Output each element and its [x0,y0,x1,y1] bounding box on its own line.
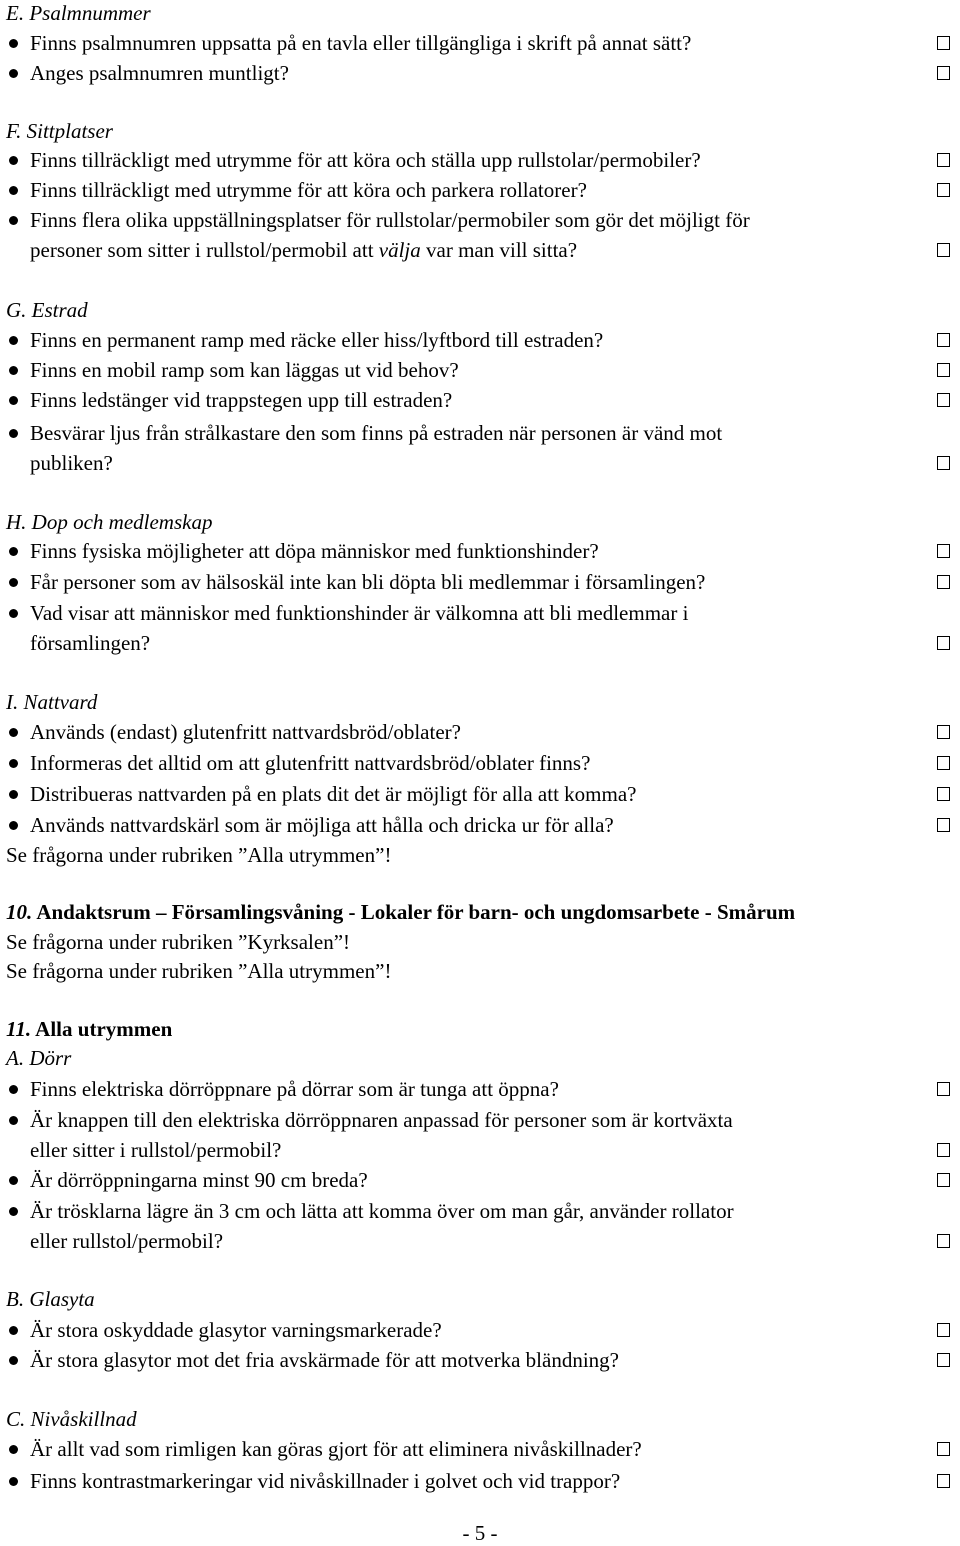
question-f3-line1: Finns flera olika uppställningsplatser för rullstolar/permobiler som gör det möjligt för [30,208,750,232]
checkbox-f1[interactable] [937,153,950,167]
question-f3-text-end: var man vill sitta? [420,238,578,262]
section-i-note: Se frågorna under rubriken ”Alla utrymmen”! [6,843,392,867]
checkbox-11c2[interactable] [937,1474,950,1488]
question-i3: Distribueras nattvarden på en plats dit det är möjligt för alla att komma? [30,782,637,806]
question-f3-emphasis: välja [378,238,421,262]
section-h-title: H. Dop och medlemskap [6,510,213,534]
bullet-icon [9,1116,18,1125]
section-10-title: Andaktsrum – Församlingsvåning - Lokaler för barn- och ungdomsarbete - Smårum [32,900,796,924]
section-10-note2: Se frågorna under rubriken ”Alla utrymmen”! [6,959,392,983]
bullet-icon [9,790,18,799]
section-g-title: G. Estrad [6,298,88,322]
section-11-number: 11. [6,1017,32,1041]
bullet-icon [9,69,18,78]
checkbox-11a2[interactable] [937,1143,950,1157]
question-11a3: Är dörröppningarna minst 90 cm breda? [30,1168,368,1192]
bullet-icon [9,366,18,375]
bullet-icon [9,1207,18,1216]
question-11a1: Finns elektriska dörröppnare på dörrar som är tunga att öppna? [30,1077,559,1101]
bullet-icon [9,396,18,405]
checkbox-i4[interactable] [937,818,950,832]
section-11-title: Alla utrymmen [31,1017,173,1041]
section-10-number: 10. [6,900,33,924]
section-f-title: F. Sittplatser [6,119,113,143]
checkbox-h1[interactable] [937,544,950,558]
bullet-icon [9,1445,18,1454]
question-i2: Informeras det alltid om att glutenfritt nattvardsbröd/oblater finns? [30,751,591,775]
bullet-icon [9,728,18,737]
question-f3-text: personer som sitter i rullstol/permobil att [30,238,379,262]
section-11c-title: C. Nivåskillnad [6,1407,137,1431]
section-i-title: I. Nattvard [6,690,98,714]
question-h1: Finns fysiska möjligheter att döpa människor med funktionshinder? [30,539,599,563]
bullet-icon [9,1356,18,1365]
question-11a4-line2: eller rullstol/permobil? [30,1229,224,1253]
question-11b2: Är stora glasytor mot det fria avskärmade för att motverka bländning? [30,1348,619,1372]
checkbox-11b1[interactable] [937,1323,950,1337]
bullet-icon [9,578,18,587]
bullet-icon [9,156,18,165]
question-i1: Används (endast) glutenfritt nattvardsbröd/oblater? [30,720,461,744]
checkbox-11a1[interactable] [937,1082,950,1096]
question-11c1: Är allt vad som rimligen kan göras gjort för att eliminera nivåskillnader? [30,1437,642,1461]
checkbox-i2[interactable] [937,756,950,770]
checkbox-g3[interactable] [937,393,950,407]
question-g4-line1: Besvärar ljus från strålkastare den som finns på estraden när personen är vänd mot [30,421,723,445]
question-e2: Anges psalmnumren muntligt? [30,61,289,85]
checkbox-g4[interactable] [937,456,950,470]
page-number: - 5 - [462,1521,498,1545]
bullet-icon [9,759,18,768]
question-e1: Finns psalmnumren uppsatta på en tavla eller tillgängliga i skrift på annat sätt? [30,31,692,55]
question-11c2: Finns kontrastmarkeringar vid nivåskillnader i golvet och vid trappor? [30,1469,621,1493]
section-11a-title: A. Dörr [6,1046,72,1070]
checkbox-f2[interactable] [937,183,950,197]
section-10-note1: Se frågorna under rubriken ”Kyrksalen”! [6,930,351,954]
checkbox-i1[interactable] [937,725,950,739]
checkbox-g1[interactable] [937,333,950,347]
question-11b1: Är stora oskyddade glasytor varningsmarkerade? [30,1318,442,1342]
question-f3-line2 [30,237,577,263]
question-g1: Finns en permanent ramp med räcke eller hiss/lyftbord till estraden? [30,328,604,352]
bullet-icon [9,547,18,556]
question-f2: Finns tillräckligt med utrymme för att köra och parkera rollatorer? [30,178,587,202]
bullet-icon [9,1477,18,1486]
bullet-icon [9,1085,18,1094]
checkbox-h2[interactable] [937,575,950,589]
bullet-icon [9,1176,18,1185]
question-11a2-line1: Är knappen till den elektriska dörröppnaren anpassad för personer som är kortväxta [30,1108,733,1132]
checkbox-g2[interactable] [937,363,950,377]
section-10-heading [6,899,795,925]
checkbox-f3[interactable] [937,243,950,257]
question-11a2-line2: eller sitter i rullstol/permobil? [30,1138,282,1162]
bullet-icon [9,216,18,225]
bullet-icon [9,429,18,438]
question-g4-line2: publiken? [30,451,113,475]
checkbox-11c1[interactable] [937,1442,950,1456]
checkbox-e1[interactable] [937,36,950,50]
question-f1: Finns tillräckligt med utrymme för att köra och ställa upp rullstolar/permobiler? [30,148,701,172]
question-g2: Finns en mobil ramp som kan läggas ut vid behov? [30,358,459,382]
checkbox-e2[interactable] [937,66,950,80]
bullet-icon [9,186,18,195]
section-e-title: E. Psalmnummer [6,1,151,25]
question-h3-line1: Vad visar att människor med funktionshinder är välkomna att bli medlemmar i [30,601,689,625]
checkbox-h3[interactable] [937,636,950,650]
section-11-heading [6,1016,172,1042]
checkbox-11b2[interactable] [937,1353,950,1367]
bullet-icon [9,609,18,618]
section-11b-title: B. Glasyta [6,1287,95,1311]
question-i4: Används nattvardskärl som är möjliga att hålla och dricka ur för alla? [30,813,614,837]
bullet-icon [9,39,18,48]
question-h3-line2: församlingen? [30,631,151,655]
checkbox-11a3[interactable] [937,1173,950,1187]
question-g3: Finns ledstänger vid trappstegen upp till estraden? [30,388,453,412]
bullet-icon [9,821,18,830]
checkbox-i3[interactable] [937,787,950,801]
bullet-icon [9,336,18,345]
question-h2: Får personer som av hälsoskäl inte kan bli döpta bli medlemmar i församlingen? [30,570,706,594]
bullet-icon [9,1326,18,1335]
question-11a4-line1: Är trösklarna lägre än 3 cm och lätta att komma över om man går, använder rollator [30,1199,734,1223]
checkbox-11a4[interactable] [937,1234,950,1248]
